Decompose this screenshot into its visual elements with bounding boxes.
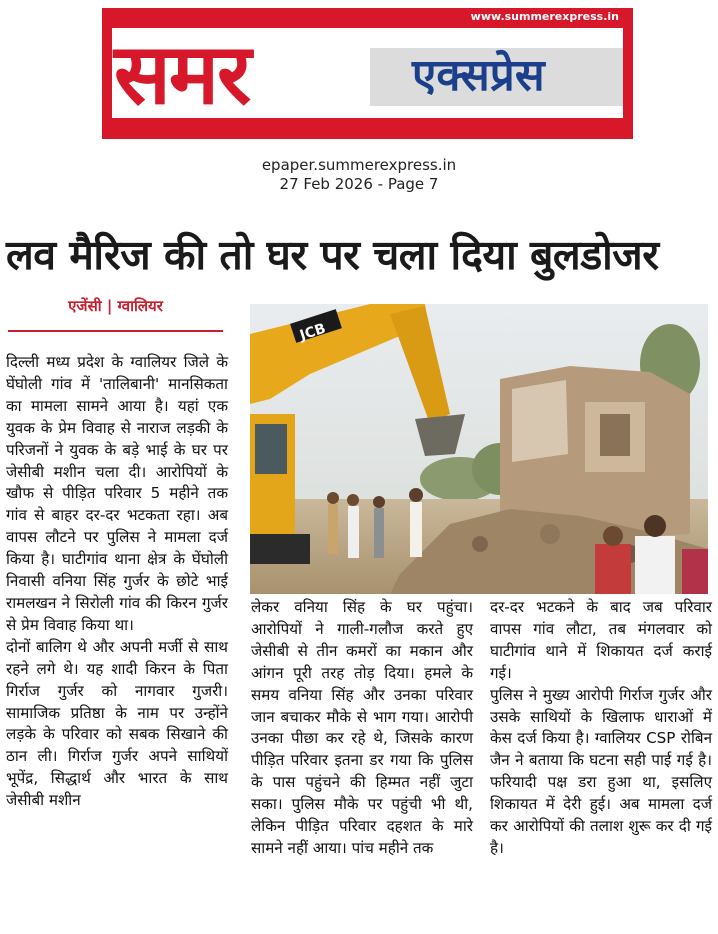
- article-photo: [250, 304, 708, 594]
- masthead-logo: [102, 8, 633, 139]
- article-paragraph: दर-दर भटकने के बाद जब परिवार वापस गांव लौटा, तब मंगलवार को घाटीगांव थाने में शिकायत दर्ज कराई गई।: [490, 598, 712, 682]
- masthead-brand-title: समर: [114, 25, 250, 123]
- article-dateline: एजेंसी | ग्वालियर: [68, 297, 163, 315]
- article-column-3: [490, 597, 712, 860]
- article-paragraph: दिल्ली मध्य प्रदेश के ग्वालियर जिले के घेंघोली गांव में 'तालिबानी' मानसिकता का मामला सामने आया है। यहां एक युवक के प्रेम विवाह से नाराज लड़की के परिजनों ने युवक के बड़े भाई के घर पर जेसीबी मशीन चला दी। आरोपियों के खौफ से पीड़ित परिवार 5 महीने तक गांव से बाहर दर-दर भटकता रहा। अब वापस लौटने पर पुलिस ने मामला दर्ज किया है। घाटीगांव थाना क्षेत्र के घेंघोली निवासी वनिया सिंह गुर्जर के छोटे भाई रामलखन ने सिरोली गांव की किरन गुर्जर से प्रेम विवाह किया था।: [6, 353, 228, 634]
- bulldozer-demolition-photo: [250, 304, 708, 594]
- article-headline: लव मैरिज की तो घर पर चला दिया बुलडोजर: [6, 231, 659, 279]
- edition-info: [0, 156, 718, 194]
- article-column-1: [6, 352, 228, 812]
- masthead-url: www.summerexpress.in: [470, 10, 619, 23]
- masthead-brand-subtitle: एक्सप्रेस: [412, 50, 545, 101]
- article-column-2: [251, 597, 473, 860]
- article-paragraph: दोनों बालिग थे और अपनी मर्जी से साथ रहने लगे थे। यह शादी किरन के पिता गिर्राज गुर्जर को नागवार गुजरी। सामाजिक प्रतिष्ठा के नाम पर उन्होंने लड़के के परिवार को सबक सिखाने की ठान ली। गिर्राज गुर्जर अपने साथियों भूपेंद्र, सिद्धार्थ और भारत के साथ जेसीबी मशीन: [6, 637, 228, 810]
- edition-site: epaper.summerexpress.in: [261, 156, 457, 174]
- edition-date-page: 27 Feb 2026 - Page 7: [279, 175, 439, 193]
- dateline-divider: [8, 330, 223, 332]
- masthead-panel: [112, 25, 623, 123]
- jcb-badge: JCB: [297, 320, 328, 344]
- article-paragraph: लेकर वनिया सिंह के घर पहुंचा। आरोपियों ने गाली-गलौज करते हुए जेसीबी से तीन कमरों का मकान और आंगन पूरी तरह तोड़ दिया। हमले के समय वनिया सिंह और उनका परिवार जान बचाकर मौके से भाग गया। आरोपी उनका पीछा कर रहे थे, जिसके कारण पीड़ित परिवार इतना डर गया कि पुलिस के पास पहुंचने की हिम्मत नहीं जुटा सका। पुलिस मौके पर पहुंची भी थी, लेकिन पीड़ित परिवार दहशत के मारे सामने नहीं आया। पांच महीने तक: [251, 598, 473, 857]
- article-paragraph: पुलिस ने मुख्य आरोपी गिर्राज गुर्जर और उसके साथियों के खिलाफ धाराओं में केस दर्ज किया है। ग्वालियर CSP रोबिन जैन ने बताया कि घटना सही पाई गई है। फरियादी पक्ष डरा हुआ था, इसलिए शिकायत में देरी हुई। अब मामला दर्ज कर आरोपियों की तलाश शुरू कर दी गई है।: [490, 685, 712, 857]
